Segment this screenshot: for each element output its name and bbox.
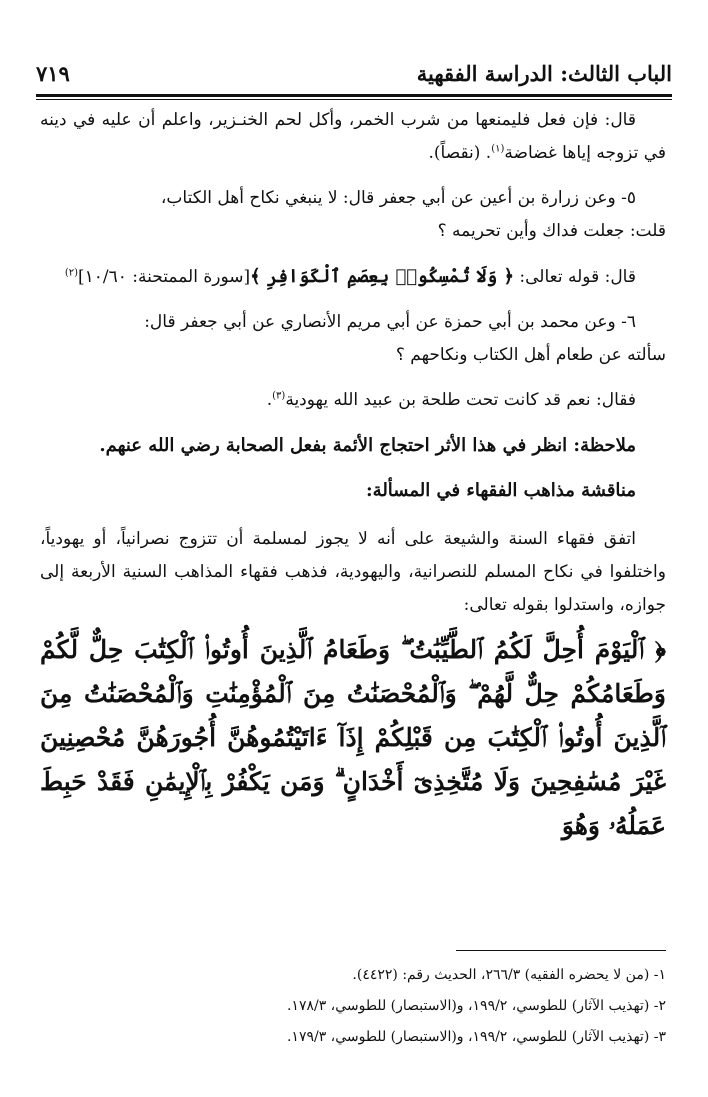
note-paragraph: ملاحظة: انظر في هذا الأثر احتجاج الأئمة بفعل الصحابة رضي الله عنهم. bbox=[99, 435, 636, 456]
section-heading: مناقشة مذاهب الفقهاء في المسألة: bbox=[366, 480, 636, 501]
paragraph-2a: ٥- وعن زرارة بن أعين عن أبي جعفر قال: لا ينبغي نكاح أهل الكتاب، bbox=[160, 188, 636, 208]
page-number: ٧١٩ bbox=[36, 60, 70, 86]
quran-inline-verse: ﴿ وَلَا تُمْسِكُوا۟ بِعِصَمِ ٱلْكَوَافِرِ ﴾ bbox=[250, 266, 514, 287]
footnote-ref-2: (٢) bbox=[64, 267, 78, 279]
paragraph-4a: ٦- وعن محمد بن أبي حمزة عن أبي مريم الأنصاري عن أبي جعفر قال: bbox=[144, 312, 636, 332]
quran-verse-block: ﴿ ٱلْيَوْمَ أُحِلَّ لَكُمُ ٱلطَّيِّبَٰتُ ۖ وَطَعَامُ ٱلَّذِينَ أُوتُوا۟ ٱلْكِتَٰبَ حِلٌّ لَّكُمْ وَطَعَامُكُمْ حِلٌّ لَّهُمْ ۖ وَٱلْمُحْصَنَٰتُ مِنَ ٱلْمُؤْمِنَٰتِ وَٱلْمُحْصَنَٰتُ مِنَ ٱلَّذِينَ أُوتُوا۟ ٱلْكِتَٰبَ مِن قَبْلِكُمْ إِذَآ ءَاتَيْتُمُوهُنَّ أُجُورَهُنَّ مُحْصِنِينَ غَيْرَ مُسَٰفِحِينَ وَلَا مُتَّخِذِىٓ أَخْدَانٍ ۗ وَمَن يَكْفُرْ بِٱلْإِيمَٰنِ فَقَدْ حَبِطَ عَمَلُهُۥ وَهُوَ bbox=[40, 635, 666, 840]
paragraph-6: اتفق فقهاء السنة والشيعة على أنه لا يجوز لمسلمة أن تتزوج نصرانياً، أو يهودياً، واختلفوا في نكاح المسلم للنصرانية، واليهودية، فذهب فقهاء المذاهب السنية الأربعة إلى جوازه، واستدلوا بقوله تعالى: bbox=[40, 529, 666, 615]
paragraph-3: قال: قوله تعالى: ﴿ وَلَا تُمْسِكُوا۟ بِعِصَمِ ٱلْكَوَافِرِ ﴾[سورة الممتحنة: ١٠/٦٠]$^{(٢)}$ bbox=[64, 266, 636, 287]
page-header bbox=[36, 56, 672, 90]
running-title: الباب الثالث: الدراسة الفقهية bbox=[416, 60, 672, 86]
footnote-1: ١- (من لا يحضره الفقيه) ٢٦٦/٣، الحديث رقم: (٤٤٢٢). bbox=[352, 967, 666, 983]
footnote-ref-1: (١) bbox=[491, 143, 505, 155]
footnote-3: ٣- (تهذيب الآثار) للطوسي، ١٩٩/٢، و(الاستبصار) للطوسي، ١٧٩/٣. bbox=[286, 1029, 666, 1045]
paragraph-4b: سألته عن طعام أهل الكتاب ونكاحهم ؟ bbox=[395, 345, 666, 365]
paragraph-1: قال: فإن فعل فليمنعها من شرب الخمر، وأكل لحم الخنـزير، واعلم أن عليه في دينه في تزوجه إياها غضاضة$^{(١)}$. (نقصاً). bbox=[40, 110, 666, 163]
header-rule-thin bbox=[36, 99, 672, 100]
paragraph-5: فقال: نعم قد كانت تحت طلحة بن عبيد الله يهودية$^{(٣)}$. bbox=[266, 390, 636, 410]
main-text bbox=[40, 104, 666, 848]
paragraph-2b: قلت: جعلت فداك وأين تحريمه ؟ bbox=[437, 221, 666, 241]
footnote-separator bbox=[456, 950, 666, 951]
footnotes bbox=[40, 960, 666, 1053]
surah-citation: [سورة الممتحنة: ١٠/٦٠] bbox=[78, 267, 251, 287]
footnote-2: ٢- (تهذيب الآثار) للطوسي، ١٩٩/٢، و(الاستبصار) للطوسي، ١٧٨/٣. bbox=[286, 998, 666, 1014]
footnote-ref-3: (٣) bbox=[272, 390, 286, 402]
header-rule-thick bbox=[36, 94, 672, 97]
